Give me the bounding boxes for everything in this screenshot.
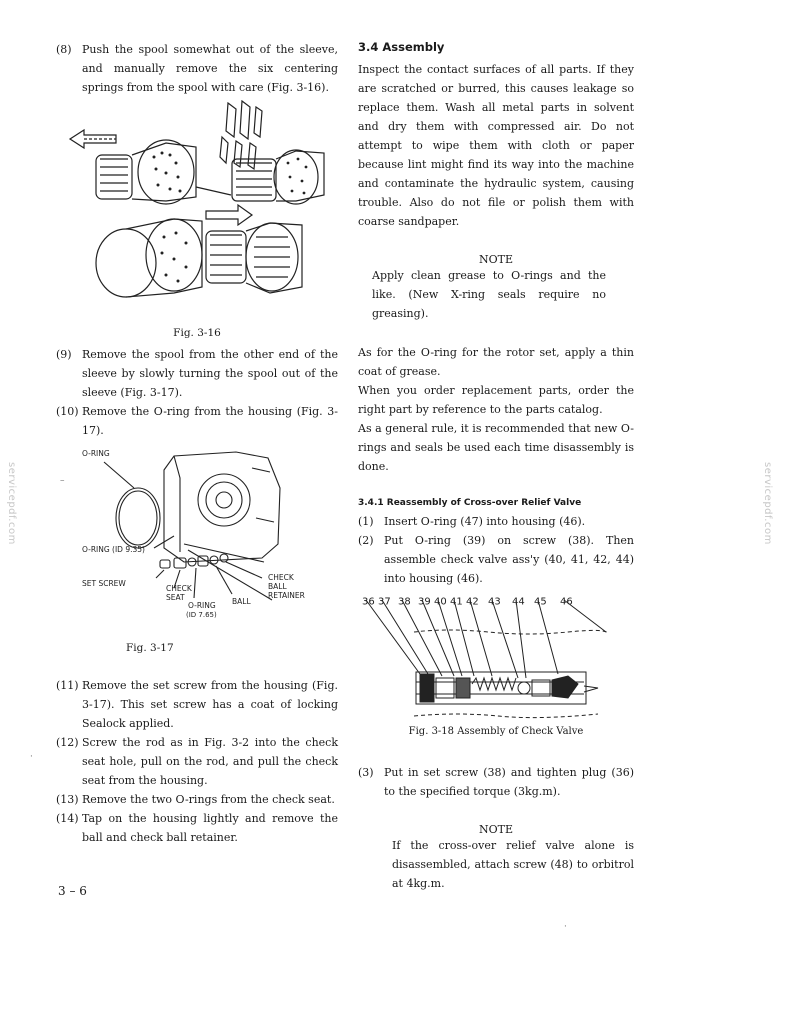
step-9-number: (9) — [56, 348, 72, 361]
step-14-text: Tap on the housing lightly and remove the ball and check ball retainer. — [82, 812, 338, 844]
reassembly-step-1-text: Insert O-ring (47) into housing (46). — [384, 515, 586, 528]
step-10 — [56, 402, 338, 440]
part-number-38: 38 — [398, 596, 411, 608]
reassembly-step-3 — [358, 763, 634, 801]
part-number-45: 45 — [534, 596, 547, 608]
label-check-seat-1: CHECK — [166, 584, 192, 593]
label-oring-id-935: O-RING (ID 9.35) — [82, 545, 145, 554]
watermark-left: servicepdf.com — [6, 462, 17, 545]
part-number-46: 46 — [560, 596, 573, 608]
page-number: 3 – 6 — [58, 884, 87, 898]
subheading-reassembly: 3.4.1 Reassembly of Cross-over Relief Valve — [358, 498, 582, 508]
part-number-43: 43 — [488, 596, 501, 608]
label-set-screw: SET SCREW — [82, 579, 126, 588]
note-1-title: NOTE — [478, 253, 513, 266]
part-number-42: 42 — [466, 596, 479, 608]
step-9 — [56, 345, 338, 402]
note-1-text: Apply clean grease to O-rings and the like. (New X-ring seals require no greasing). — [372, 269, 606, 320]
part-number-39: 39 — [418, 596, 431, 608]
note-2-text: If the cross-over relief valve alone is disassembled, attach screw (48) to orbitrol at 4kg.m. — [392, 839, 634, 890]
reassembly-step-1 — [358, 512, 634, 531]
step-8-text: Push the spool somewhat out of the sleeve, and manually remove the six centering springs from the spool with care (Fig. 3-16). — [82, 43, 338, 94]
label-oring: O-RING — [82, 449, 110, 458]
reassembly-step-2 — [358, 531, 634, 588]
right-column — [358, 40, 634, 893]
figure-3-18 — [358, 594, 634, 724]
step-10-text: Remove the O-ring from the housing (Fig. 3-17). — [82, 405, 338, 437]
reassembly-step-1-number: (1) — [358, 515, 374, 528]
step-14-number: (14) — [56, 812, 79, 825]
reassembly-step-2-number: (2) — [358, 534, 374, 547]
para-general-rule: As a general rule, it is recommended that new O-rings and seals be used each time disassembly is done. — [358, 422, 634, 473]
para-rotor-oring: As for the O-ring for the rotor set, apply a thin coat of grease. — [358, 346, 634, 378]
assembly-intro: Inspect the contact surfaces of all parts. If they are scratched or burred, this causes leakage so replace them. Wash all metal parts in solvent and dry them with compressed air. Do not attempt to wipe them with cloth or paper because lint might find its way into the machine and contaminate the hydraulic system, causing trouble. Also do not file or polish them with coarse sandpaper. — [358, 63, 634, 228]
label-oring-2-1: O-RING — [188, 601, 216, 610]
step-12 — [56, 733, 338, 790]
step-13-text: Remove the two O-rings from the check seat. — [82, 793, 335, 806]
reassembly-step-3-text: Put in set screw (38) and tighten plug (36) to the specified torque (3kg.m). — [384, 766, 634, 798]
step-11 — [56, 676, 338, 733]
label-check-ball-retainer-1: CHECK — [268, 573, 294, 582]
reassembly-step-2-text: Put O-ring (39) on screw (38). Then assemble check valve ass'y (40, 41, 42, 44) into housing (46). — [384, 534, 634, 585]
margin-dash: – — [60, 476, 65, 486]
figure-3-16 — [56, 97, 338, 319]
step-14 — [56, 809, 338, 847]
label-check-seat-2: SEAT — [166, 593, 185, 602]
note-2-title: NOTE — [478, 823, 513, 836]
left-column — [56, 40, 338, 847]
step-10-number: (10) — [56, 405, 79, 418]
step-12-text: Screw the rod as in Fig. 3-2 into the check seat hole, pull on the rod, and pull the check seat from the housing. — [82, 736, 338, 787]
step-11-text: Remove the set screw from the housing (Fig. 3-17). This set screw has a coat of locking Sealock applied. — [82, 679, 338, 730]
part-number-44: 44 — [512, 596, 525, 608]
part-number-40: 40 — [434, 596, 447, 608]
label-check-ball-retainer-3: RETAINER — [268, 591, 305, 600]
figure-3-17 — [56, 448, 338, 638]
step-12-number: (12) — [56, 736, 79, 749]
part-number-41: 41 — [450, 596, 463, 608]
part-number-36: 36 — [362, 596, 375, 608]
part-number-37: 37 — [378, 596, 391, 608]
step-8 — [56, 40, 338, 97]
figure-3-17-caption: Fig. 3-17 — [126, 642, 174, 654]
figure-3-18-caption: Fig. 3-18 Assembly of Check Valve — [408, 726, 584, 737]
margin-dot: · — [564, 922, 567, 932]
label-ball: BALL — [232, 597, 251, 606]
label-oring-2-2: (ID 7.65) — [186, 611, 217, 619]
label-check-ball-retainer-2: BALL — [268, 582, 287, 591]
step-9-text: Remove the spool from the other end of the sleeve by slowly turning the spool out of the sleeve (Fig. 3-17). — [82, 348, 338, 399]
para-replacement-parts: When you order replacement parts, order the right part by reference to the parts catalog. — [358, 384, 634, 416]
margin-tick: · — [30, 752, 33, 762]
step-11-number: (11) — [56, 679, 79, 692]
reassembly-step-3-number: (3) — [358, 766, 374, 779]
step-13-number: (13) — [56, 793, 79, 806]
step-13 — [56, 790, 338, 809]
section-heading-assembly: 3.4 Assembly — [358, 40, 445, 54]
figure-3-16-caption: Fig. 3-16 — [173, 327, 221, 339]
step-8-number: (8) — [56, 43, 72, 56]
watermark-right: servicepdf.com — [762, 462, 773, 545]
